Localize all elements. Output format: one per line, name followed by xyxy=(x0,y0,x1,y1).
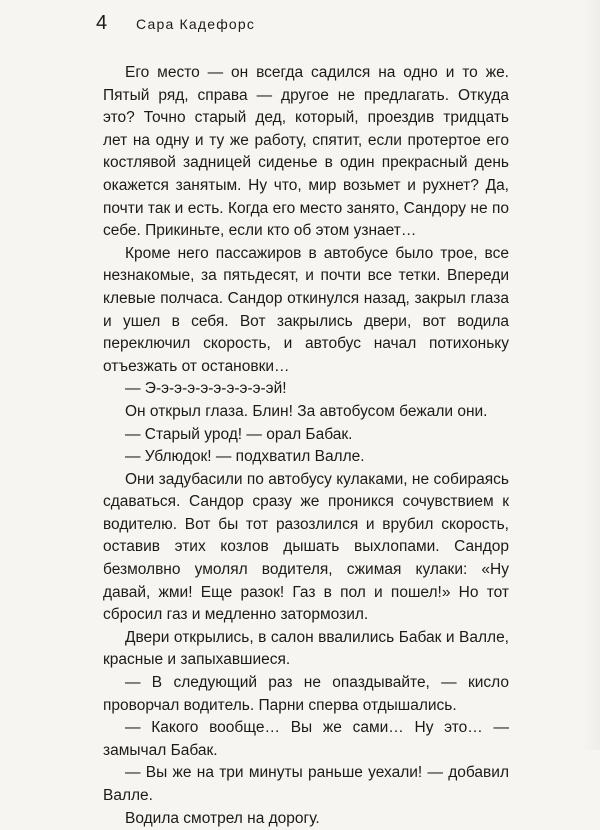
body-text xyxy=(103,62,509,830)
paragraph: Двери открылись, в салон ввалились Бабак и Валле, красные и запыхавшиеся. xyxy=(103,628,509,669)
dialog-line: — В следующий раз не опаздывайте, — кисло проворчал водитель. Парни сперва отдышались. xyxy=(103,674,509,714)
dialog-line: — Вы же на три минуты раньше уехали! — добавил Валле. xyxy=(103,764,509,804)
paragraph: Они задубасили по автобусу кулаками, не собираясь сдаваться. Сандор сразу же проникся сочувствием к водителю. Вот бы тот разозлился и врубил скорость, оставив этих козлов дышать выхлопами. Сандор безмолвно умолял водителя, сжимая кулаки: «Ну давай, жми! Еще разок! Газ в пол и пошел!» Но тот сбросил газ и медленно затормозил. xyxy=(103,470,509,624)
running-title: Сара Кадефорс xyxy=(136,16,256,32)
page-number: 4 xyxy=(96,12,108,34)
dialog-line: — Э-э-э-э-э-э-э-э-э-эй! xyxy=(125,380,287,398)
dialog-line: — Старый урод! — орал Бабак. xyxy=(125,425,353,443)
paragraph: Водила смотрел на дорогу. xyxy=(125,809,320,827)
page-edge-shadow xyxy=(582,0,600,750)
page-header xyxy=(96,12,255,38)
paragraph: Его место — он всегда садился на одно и то же. Пятый ряд, справа — другое не предлагать. Откуда это? Точно старый дед, который, проездив тридцать лет на одну и ту же работу, спятит, если протертое его костлявой задницей сиденье в один прекрасный день окажется занятым. Ну что, мир возьмет и рухнет? Да, почти так и есть. Когда его место занято, Сандору не по себе. Прикиньте, если кто об этом узнает… xyxy=(103,64,509,240)
dialog-line: — Какого вообще… Вы же сами… Ну это… — замычал Бабак. xyxy=(103,719,509,759)
paragraph: Он открыл глаза. Блин! За автобусом бежали они. xyxy=(125,402,488,420)
paragraph: Кроме него пассажиров в автобусе было трое, все незнакомые, за пятьдесят, и почти все тетки. Впереди клевые полчаса. Сандор откинулся назад, закрыл глаза и ушел в себя. Вот закрылись двери, вот водила переключил скорость, и автобус начал потихоньку отъезжать от остановки… xyxy=(103,244,509,375)
dialog-line: — Ублюдок! — подхватил Валле. xyxy=(125,448,365,466)
